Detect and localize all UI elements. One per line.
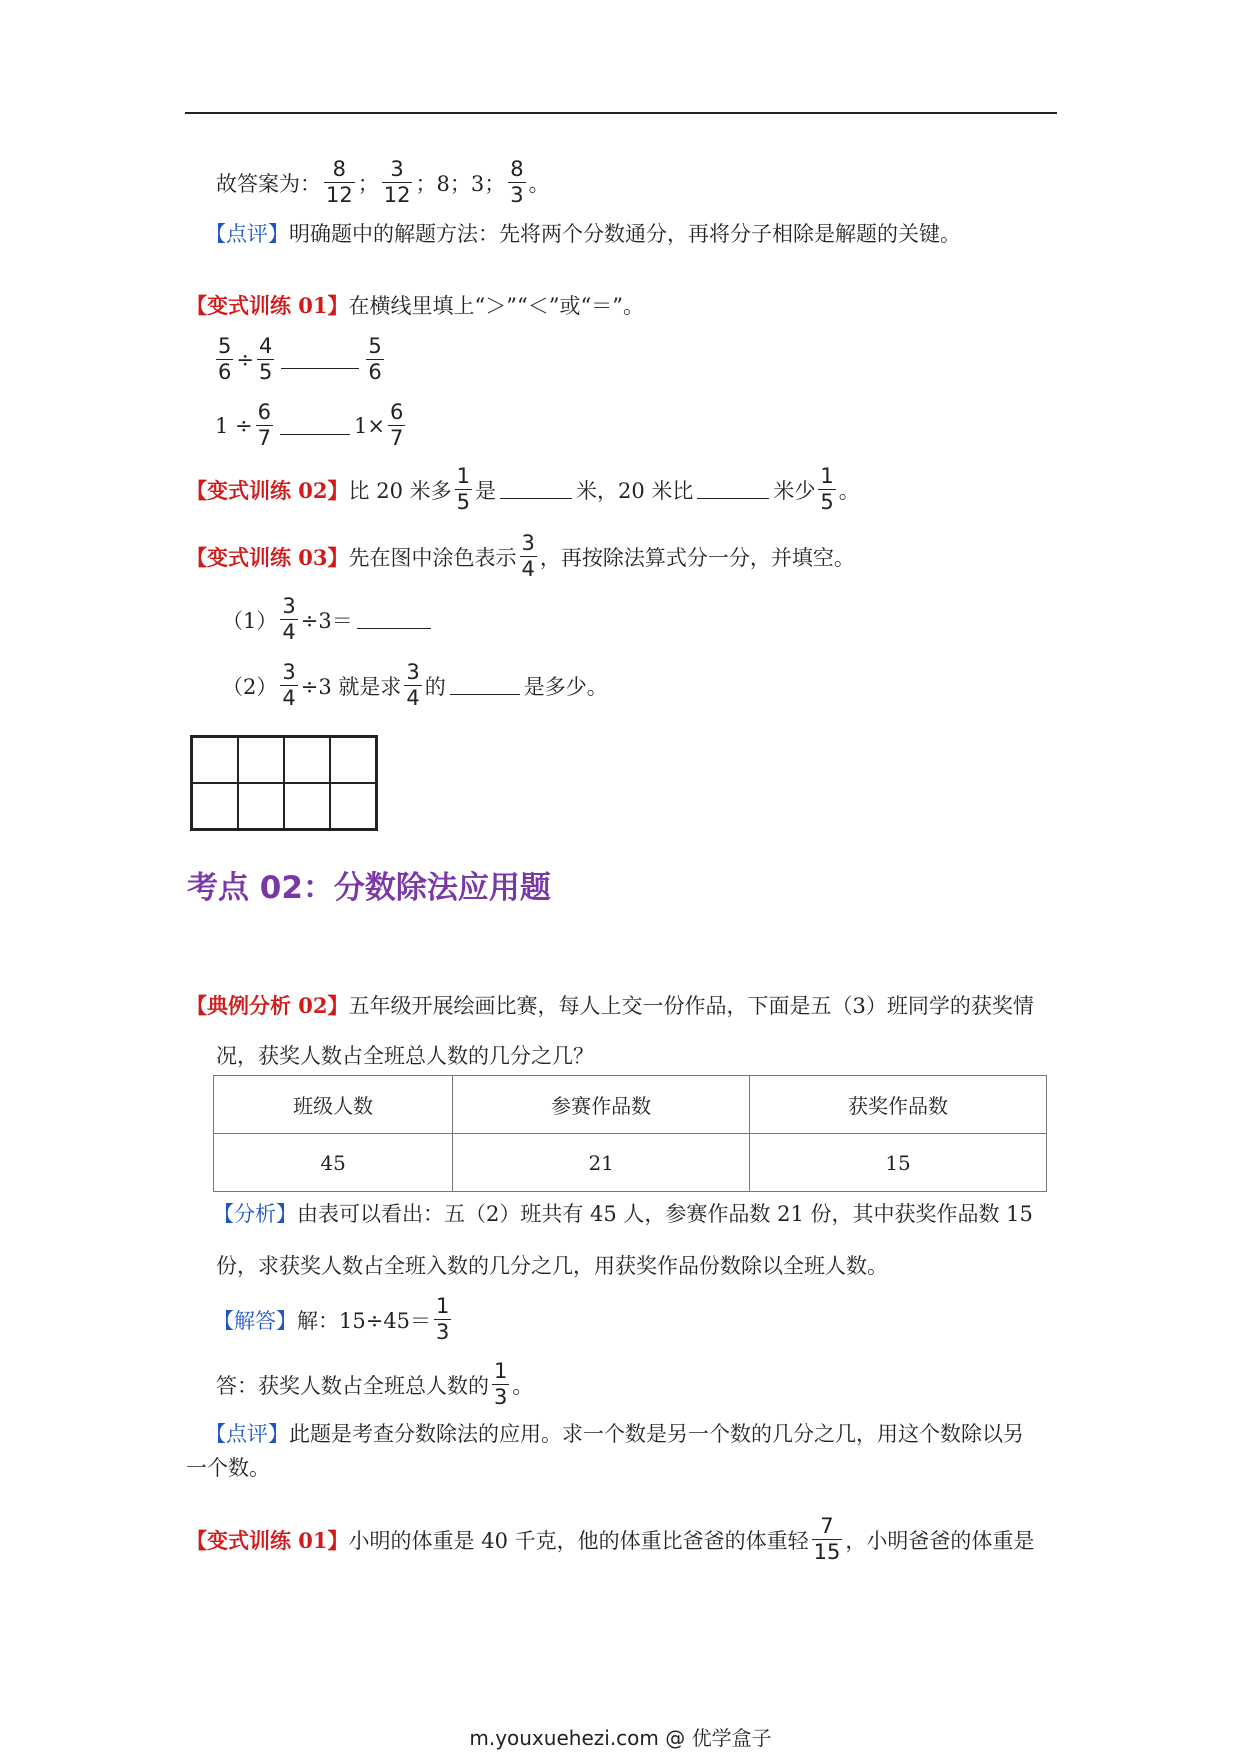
grid-cell (284, 783, 330, 830)
denominator: 4 (406, 686, 420, 710)
fraction (434, 1295, 451, 1344)
analysis-line1: 【分析】 由表可以看出：五（2）班共有 45 人，参赛作品数 21 份，其中获奖作品数 15 (213, 1202, 1033, 1226)
fraction-3-12 (382, 158, 413, 207)
section-heading: 考点 02：分数除法应用题 (187, 870, 551, 906)
numerator: 1 (436, 1294, 450, 1318)
grid-cell (238, 783, 284, 830)
denominator: 4 (521, 557, 535, 581)
table-cell: 45 (214, 1134, 453, 1192)
answer-blank[interactable] (357, 610, 431, 629)
fraction (812, 1515, 843, 1564)
exercise-03: 【变式训练 03】 先在图中涂色表示 $\frac{3}{4}$ ，再按除法算式分一分，并填空。 (186, 531, 855, 581)
fraction-8-12 (324, 158, 355, 207)
numerator: 3 (390, 157, 404, 181)
numerator: 5 (218, 334, 232, 358)
denominator: 6 (368, 360, 382, 384)
table-cell: 15 (750, 1134, 1047, 1192)
numerator: 6 (257, 400, 272, 424)
numerator: 1 (820, 464, 834, 488)
fraction (216, 335, 233, 384)
data-table (213, 1075, 1047, 1192)
grid-cell (284, 737, 330, 784)
table-header-row (214, 1076, 1047, 1134)
fraction (366, 335, 383, 384)
fraction (280, 595, 297, 644)
exercise-01-row2: 1 ÷ $\frac{6}{7}$ 1× $\frac{6}{7}$ (215, 400, 404, 450)
fraction (388, 401, 405, 450)
numerator: 8 (510, 157, 524, 181)
fraction (280, 661, 297, 710)
answer-blank[interactable] (697, 480, 769, 499)
footer-watermark[interactable]: m.youxuehezi.com @ 优学盒子 (469, 1726, 772, 1750)
fraction-8-3 (508, 158, 525, 207)
analysis-line2: 份，求获奖人数占全班入数的几分之几，用获奖作品份数除以全班人数。 (216, 1254, 888, 1278)
denominator: 5 (456, 490, 470, 514)
table-header: 班级人数 (214, 1076, 453, 1134)
numerator: 3 (282, 594, 296, 618)
grid-cell (192, 737, 239, 784)
denominator: 5 (258, 360, 273, 384)
numerator: 3 (406, 660, 420, 684)
denominator: 4 (282, 686, 296, 710)
exercise-tag: 【变式训练 01】 (186, 293, 349, 318)
numerator: 1 (494, 1359, 508, 1383)
grid-cell (238, 737, 284, 784)
fraction (520, 532, 537, 581)
denominator: 3 (494, 1385, 508, 1409)
comment-2-line2: 一个数。 (186, 1456, 270, 1480)
table-cell: 21 (453, 1134, 750, 1192)
exercise-03-q1: （1） $\frac{3}{4}$ ÷3＝ (222, 595, 435, 644)
fraction (404, 661, 421, 710)
table-row (214, 1134, 1047, 1192)
numerator: 3 (282, 660, 296, 684)
exercise-01-title: 【变式训练 01】 在横线里填上“＞”“＜”或“＝”。 (186, 290, 644, 320)
answer-summary-line: 故答案为： $\frac{8}{12}$ ； $\frac{3}{12}$ ；8；3； $\frac{8}{3}$ 。 (216, 157, 550, 207)
header-rule (185, 112, 1057, 114)
numerator: 4 (258, 334, 273, 358)
exercise-01-row1: $\frac{5}{6}$ ÷ $\frac{4}{5}$ $\frac{5}{6}$ (218, 334, 382, 384)
numerator: 7 (820, 1514, 834, 1538)
comment-tag: 【点评】 (205, 222, 289, 246)
table-header: 参赛作品数 (453, 1076, 750, 1134)
grid-cell (330, 783, 377, 830)
answer-blank[interactable] (281, 350, 359, 369)
example-02-line1: 【典例分析 02】 五年级开展绘画比赛，每人上交一份作品，下面是五（3）班同学的获奖情 (186, 993, 1034, 1018)
coloring-grid[interactable] (190, 735, 378, 831)
fraction (257, 335, 274, 384)
fraction (455, 465, 472, 514)
numerator: 3 (521, 531, 535, 555)
answer-line: 答：获奖人数占全班总人数的 $\frac{1}{3}$ 。 (216, 1359, 534, 1409)
table-header: 获奖作品数 (750, 1076, 1047, 1134)
solution-line: 【解答】 解：15÷45＝ $\frac{1}{3}$ (213, 1294, 450, 1344)
denominator: 5 (820, 490, 834, 514)
denominator: 4 (282, 620, 296, 644)
denominator: 15 (813, 1540, 841, 1564)
answer-blank[interactable] (280, 416, 350, 435)
exercise-01b: 【变式训练 01】 小明的体重是 40 千克，他的体重比爸爸的体重轻 $\frac{7}{15}$ ，小明爸爸的体重是 (186, 1514, 1035, 1564)
answer-blank[interactable] (450, 676, 520, 695)
example-02-line2: 况，获奖人数占全班总人数的几分之几？ (216, 1044, 594, 1068)
denominator: 6 (218, 360, 232, 384)
comment-1: 【点评】 明确题中的解题方法：先将两个分数通分，再将分子相除是解题的关键。 (205, 218, 961, 248)
answer-blank[interactable] (500, 480, 572, 499)
numerator: 5 (368, 334, 382, 358)
denominator: 7 (389, 426, 404, 450)
numerator: 8 (332, 157, 347, 181)
numerator: 1 (456, 464, 470, 488)
denominator: 12 (383, 183, 411, 207)
fraction (256, 401, 273, 450)
denominator: 12 (326, 183, 353, 207)
grid-cell (330, 737, 377, 784)
denominator: 3 (510, 183, 524, 207)
denominator: 3 (436, 1320, 450, 1344)
grid-cell (192, 783, 239, 830)
exercise-02: 【变式训练 02】 比 20 米多 $\frac{1}{5}$ 是 米，20 米比 米少 $\frac{1}{5}$ 。 (186, 464, 860, 514)
fraction (492, 1360, 509, 1409)
answer-prefix: 故答案为： (216, 171, 321, 196)
numerator: 6 (389, 400, 404, 424)
denominator: 7 (257, 426, 272, 450)
fraction (818, 465, 835, 514)
exercise-03-q2: （2） $\frac{3}{4}$ ÷3 就是求 $\frac{3}{4}$ 的 是多少。 (222, 660, 608, 710)
comment-2-line1: 【点评】 此题是考查分数除法的应用。求一个数是另一个数的几分之几，用这个数除以另 (205, 1422, 1024, 1446)
